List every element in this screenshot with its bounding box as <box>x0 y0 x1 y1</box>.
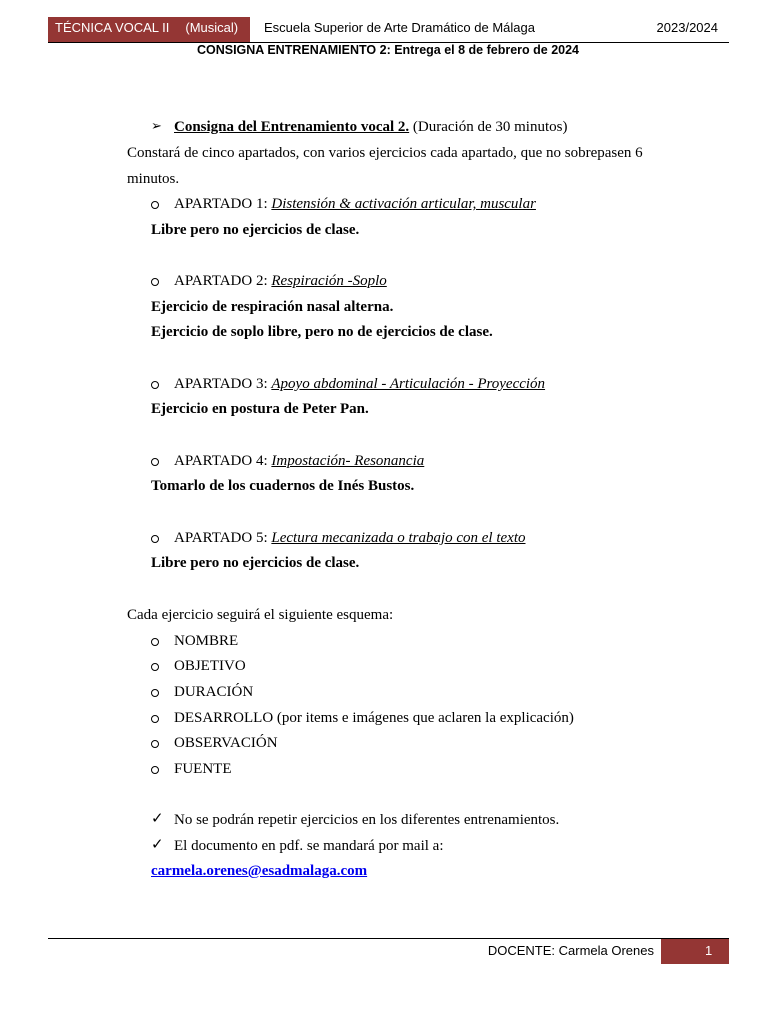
rule-item: El documento en pdf. se mandará por mail a: <box>174 838 444 854</box>
circle-bullet-icon <box>151 663 159 671</box>
intro-heading <box>174 118 567 136</box>
section-2-label: APARTADO 2: <box>174 273 272 289</box>
section-1-note: Libre pero no ejercicios de clase. <box>151 222 360 238</box>
header-year: 2023/2024 <box>656 20 718 35</box>
circle-bullet-icon <box>151 740 159 748</box>
schema-item: OBSERVACIÓN <box>174 735 278 751</box>
section-3-note: Ejercicio en postura de Peter Pan. <box>151 401 369 417</box>
arrow-bullet-icon: ➢ <box>151 118 162 133</box>
intro-line-1: Constará de cinco apartados, con varios ejercicios cada apartado, que no sobrepasen 6 <box>127 145 643 161</box>
footer-divider <box>48 938 729 939</box>
section-3-title: Apoyo abdominal - Articulación - Proyección <box>271 376 546 392</box>
section-5-title: Lectura mecanizada o trabajo con el texto <box>271 530 526 546</box>
circle-bullet-icon <box>151 381 159 389</box>
section-5-heading <box>174 529 526 547</box>
section-1-label: APARTADO 1: <box>174 196 272 212</box>
section-2-title: Respiración -Soplo <box>271 273 387 289</box>
page-number: 1 <box>705 943 713 958</box>
section-2-heading <box>174 272 387 290</box>
section-4-title: Impostación- Resonancia <box>271 453 425 469</box>
intro-heading-duration: (Duración de 30 minutos) <box>409 119 568 135</box>
email-link[interactable]: carmela.orenes@esadmalaga.com <box>151 863 368 879</box>
checkmark-icon: ✓ <box>151 811 164 827</box>
document-subtitle: CONSIGNA ENTRENAMIENTO 2: Entrega el 8 de febrero de 2024 <box>196 43 580 57</box>
header-course <box>55 20 238 35</box>
rule-item: No se podrán repetir ejercicios en los diferentes entrenamientos. <box>174 812 560 828</box>
header-school: Escuela Superior de Arte Dramático de Málaga <box>264 20 535 35</box>
circle-bullet-icon <box>151 638 159 646</box>
section-5-label: APARTADO 5: <box>174 530 272 546</box>
schema-item: DESARROLLO (por items e imágenes que aclaren la explicación) <box>174 710 574 726</box>
schema-item: FUENTE <box>174 761 232 777</box>
circle-bullet-icon <box>151 278 159 286</box>
section-2-note: Ejercicio de respiración nasal alterna. <box>151 299 394 315</box>
section-3-heading <box>174 375 545 393</box>
footer-docente: DOCENTE: Carmela Orenes <box>487 943 654 958</box>
circle-bullet-icon <box>151 458 159 466</box>
schema-intro: Cada ejercicio seguirá el siguiente esquema: <box>127 607 394 623</box>
section-4-note: Tomarlo de los cuadernos de Inés Bustos. <box>151 478 415 494</box>
section-2-note: Ejercicio de soplo libre, pero no de ejercicios de clase. <box>151 324 493 340</box>
circle-bullet-icon <box>151 535 159 543</box>
circle-bullet-icon <box>151 715 159 723</box>
section-5-note: Libre pero no ejercicios de clase. <box>151 555 360 571</box>
section-1-title: Distensión & activación articular, muscular <box>271 196 536 212</box>
checkmark-icon: ✓ <box>151 837 164 853</box>
circle-bullet-icon <box>151 201 159 209</box>
section-3-label: APARTADO 3: <box>174 376 272 392</box>
course-name: TÉCNICA VOCAL II <box>55 20 170 35</box>
course-type: (Musical) <box>185 20 239 35</box>
section-4-heading <box>174 452 424 470</box>
intro-line-2: minutos. <box>127 171 180 187</box>
schema-item: NOMBRE <box>174 633 239 649</box>
intro-heading-title: Consigna del Entrenamiento vocal 2. <box>174 119 410 135</box>
circle-bullet-icon <box>151 766 159 774</box>
schema-item: DURACIÓN <box>174 684 254 700</box>
schema-item: OBJETIVO <box>174 658 246 674</box>
section-4-label: APARTADO 4: <box>174 453 272 469</box>
section-1-heading <box>174 195 536 213</box>
page-number-box <box>661 939 729 964</box>
circle-bullet-icon <box>151 689 159 697</box>
